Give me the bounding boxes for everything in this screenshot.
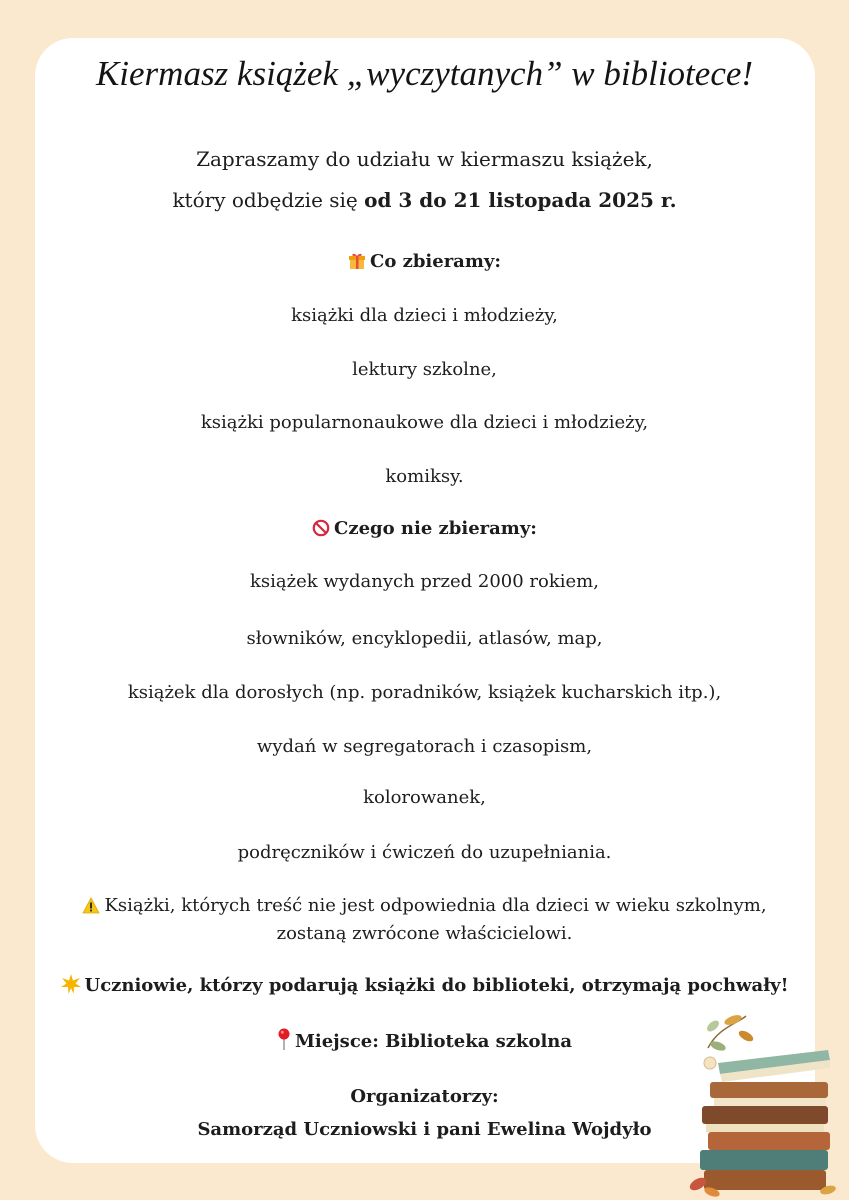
leaf [705,1018,721,1033]
not-collect-item: książek wydanych przed 2000 rokiem, [250,571,599,592]
not-collect-item: wydań w segregatorach i czasopism, [256,736,593,757]
intro-line-1: Zapraszamy do udziału w kiermaszu książek, [196,147,653,171]
collect-item: lektury szkolne, [352,359,497,380]
warning-line-2: zostaną zwrócone właścicielowi. [276,923,573,944]
book [708,1132,830,1150]
book-pages [706,1124,824,1132]
collect-item: komiksy. [385,466,464,487]
poster-title: Kiermasz książek „wyczytanych” w bibliotece! [95,54,754,93]
warning-line-1 [0,894,849,918]
flower [704,1057,716,1069]
not-collect-item: słowników, encyklopedii, atlasów, map, [246,628,603,649]
prohibited-icon [312,519,330,537]
not-collect-heading-text: Czego nie zbieramy: [334,518,537,539]
intro-line-2-prefix: który odbędzie się [172,188,365,212]
not-collect-item: podręczników i ćwiczeń do uzupełniania. [237,842,612,863]
warning-icon [82,897,100,914]
praise-text: Uczniowie, którzy podarują książki do biblioteki, otrzymają pochwały! [84,975,789,996]
book [704,1170,826,1190]
book [702,1106,828,1124]
pin-icon [277,1028,291,1050]
gift-icon [348,252,366,270]
book-pages [714,1098,826,1106]
not-collect-item: książek dla dorosłych (np. poradników, książek kucharskich itp.), [127,682,722,703]
book [700,1150,828,1170]
collect-heading-text: Co zbieramy: [370,251,501,272]
collect-item: książki dla dzieci i młodzieży, [291,305,558,326]
fair-dates: od 3 do 21 listopada 2025 r. [364,188,677,212]
place-text: Miejsce: Biblioteka szkolna [294,1031,573,1052]
organizers-label: Organizatorzy: [350,1086,499,1107]
collect-heading [0,250,849,274]
star-icon [61,974,81,994]
not-collect-item: kolorowanek, [363,787,486,808]
leaf [737,1029,755,1044]
book [710,1082,828,1098]
collect-item: książki popularnonaukowe dla dzieci i młodzieży, [200,412,649,433]
organizers-names: Samorząd Uczniowski i pani Ewelina Wojdyło [197,1119,652,1140]
praise-line [0,974,849,998]
book-stack-illustration [688,1008,838,1198]
intro-line-2 [0,188,849,212]
warning-text: Książki, których treść nie jest odpowiednia dla dzieci w wieku szkolnym, [104,895,767,916]
not-collect-heading [0,517,849,541]
